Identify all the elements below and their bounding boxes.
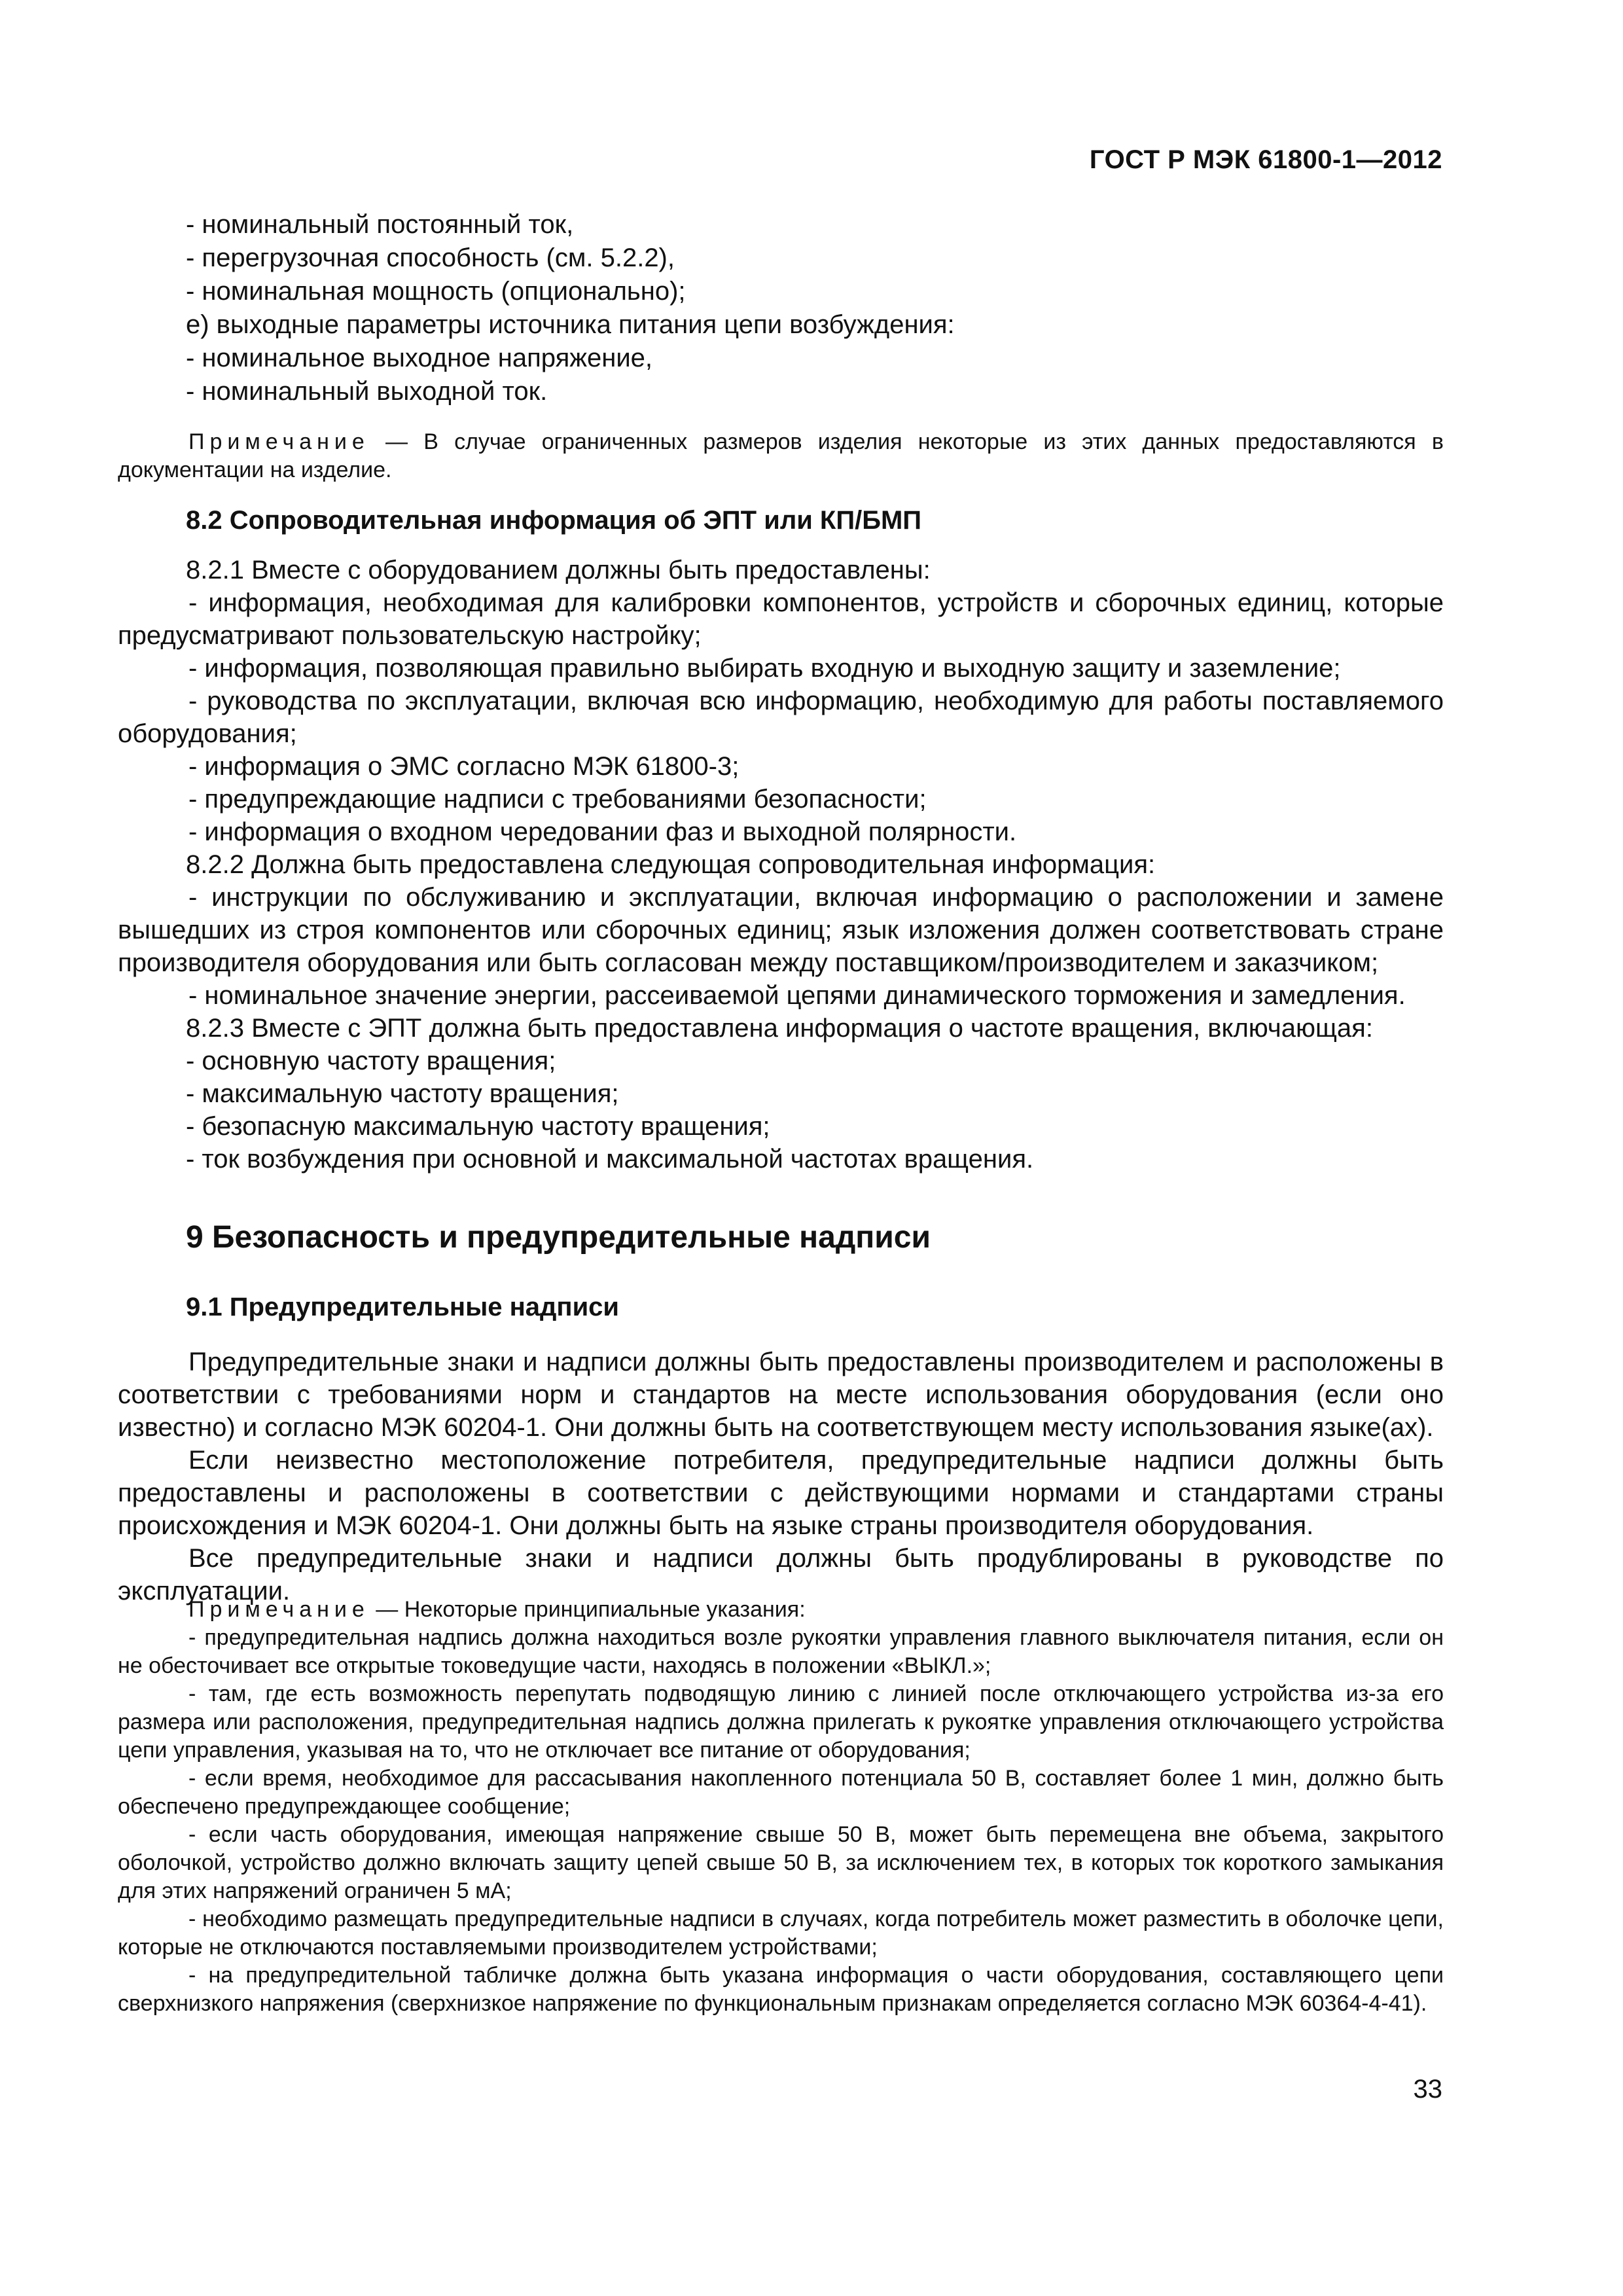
list-item: - руководства по эксплуатации, включая всю информацию, необходимую для работы поставляемого оборудования; [118,687,1444,748]
list-item: е) выходные параметры источника питания цепи возбуждения: [186,310,955,339]
chapter-heading: 9 Безопасность и предупредительные надписи [186,1220,931,1255]
note-paragraph [118,428,1444,484]
note-text: — В случае ограниченных размеров изделия некоторые из этих данных предоставляются в документации на изделие. [118,429,1444,482]
page-number: 33 [1413,2075,1442,2104]
clause-8-2-1: 8.2.1 Вместе с оборудованием должны быть предоставлены: [186,556,931,584]
list-item: - перегрузочная способность (см. 5.2.2), [186,243,675,272]
list-item: - безопасную максимальную частоту вращения; [186,1112,770,1141]
paragraph: Все предупредительные знаки и надписи должны быть продублированы в руководстве по эксплуатации. [118,1544,1444,1605]
section-heading: 8.2 Сопроводительная информация об ЭПТ или КП/БМП [186,506,922,535]
note-text: — Некоторые принципиальные указания: [369,1597,806,1622]
paragraph: Предупредительные знаки и надписи должны быть предоставлены производителем и расположены в соответствии с требованиями норм и стандартов на месте использования оборудования (если оно известно) и согласно МЭК 60204-1. Они должны быть на соответствующем месту использования языке(ах). [118,1348,1444,1442]
document-code-header: ГОСТ Р МЭК 61800-1—2012 [1089,145,1442,174]
note-item: - если время, необходимое для рассасывания накопленного потенциала 50 В, составляет более 1 мин, должно быть обеспечено предупреждающее сообщение; [118,1766,1444,1819]
list-item: - номинальный постоянный ток, [186,210,574,239]
note-item: - там, где есть возможность перепутать подводящую линию с линией после отключающего устройства из-за его размера или расположения, предупредительная надпись должна прилегать к рукоятке управления отключающего устройства цепи управления, указывая на то, что не отключает все питание от оборудования; [118,1681,1444,1763]
list-item: - максимальную частоту вращения; [186,1079,619,1108]
list-item: - информация о ЭМС согласно МЭК 61800-3; [188,752,740,781]
note-label: Примечание [188,429,370,454]
list-item: - инструкции по обслуживанию и эксплуатации, включая информацию о расположении и замене вышедших из строя компонентов или сборочных единиц; язык изложения должен соответствовать стране производителя оборудования или быть согласован между поставщиком/производителем и заказчиком; [118,883,1444,977]
note-item: - предупредительная надпись должна находиться возле рукоятки управления главного выключателя питания, если он не обесточивает все открытые токоведущие части, находясь в положении «ВЫКЛ.»; [118,1625,1444,1678]
list-item: - номинальное выходное напряжение, [186,344,653,372]
list-item: - предупреждающие надписи с требованиями безопасности; [188,785,927,814]
list-item: - информация, необходимая для калибровки компонентов, устройств и сборочных единиц, которые предусматривают пользовательскую настройку; [118,588,1444,650]
subsection-heading: 9.1 Предупредительные надписи [186,1293,619,1321]
list-item: - ток возбуждения при основной и максимальной частотах вращения. [186,1145,1034,1174]
note-label: Примечание [188,1597,370,1622]
list-item: - номинальный выходной ток. [186,377,548,406]
clause-8-2-3: 8.2.3 Вместе с ЭПТ должна быть предоставлена информация о частоте вращения, включающая: [186,1014,1373,1043]
list-item: - информация, позволяющая правильно выбирать входную и выходную защиту и заземление; [188,654,1341,683]
list-item: - номинальная мощность (опционально); [186,277,686,306]
clause-8-2-2: 8.2.2 Должна быть предоставлена следующая сопроводительная информация: [186,850,1156,879]
list-item: - номинальное значение энергии, рассеиваемой цепями динамического торможения и замедления. [188,981,1406,1010]
paragraph: Если неизвестно местоположение потребителя, предупредительные надписи должны быть предоставлены и расположены в соответствии с действующими нормами и стандартами страны происхождения и МЭК 60204-1. Они должны быть на языке страны производителя оборудования. [118,1446,1444,1540]
note-item: - на предупредительной табличке должна быть указана информация о части оборудования, составляющего цепи сверхнизкого напряжения (сверхнизкое напряжение по функциональным признакам определяется согласно МЭК 60364-4-41). [118,1963,1444,2016]
list-item: - основную частоту вращения; [186,1047,556,1075]
note-item: - необходимо размещать предупредительные надписи в случаях, когда потребитель может разместить в оболочке цепи, которые не отключаются поставляемыми производителем устройствами; [118,1907,1444,1960]
list-item: - информация о входном чередовании фаз и выходной полярности. [188,817,1017,846]
note-item: - если часть оборудования, имеющая напряжение свыше 50 В, может быть перемещена вне объема, закрытого оболочкой, устройство должно включать защиту цепей свыше 50 В, за исключением тех, в которых ток короткого замыкания для этих напряжений ограничен 5 мА; [118,1822,1444,1903]
note-2-intro [118,1596,1444,1624]
